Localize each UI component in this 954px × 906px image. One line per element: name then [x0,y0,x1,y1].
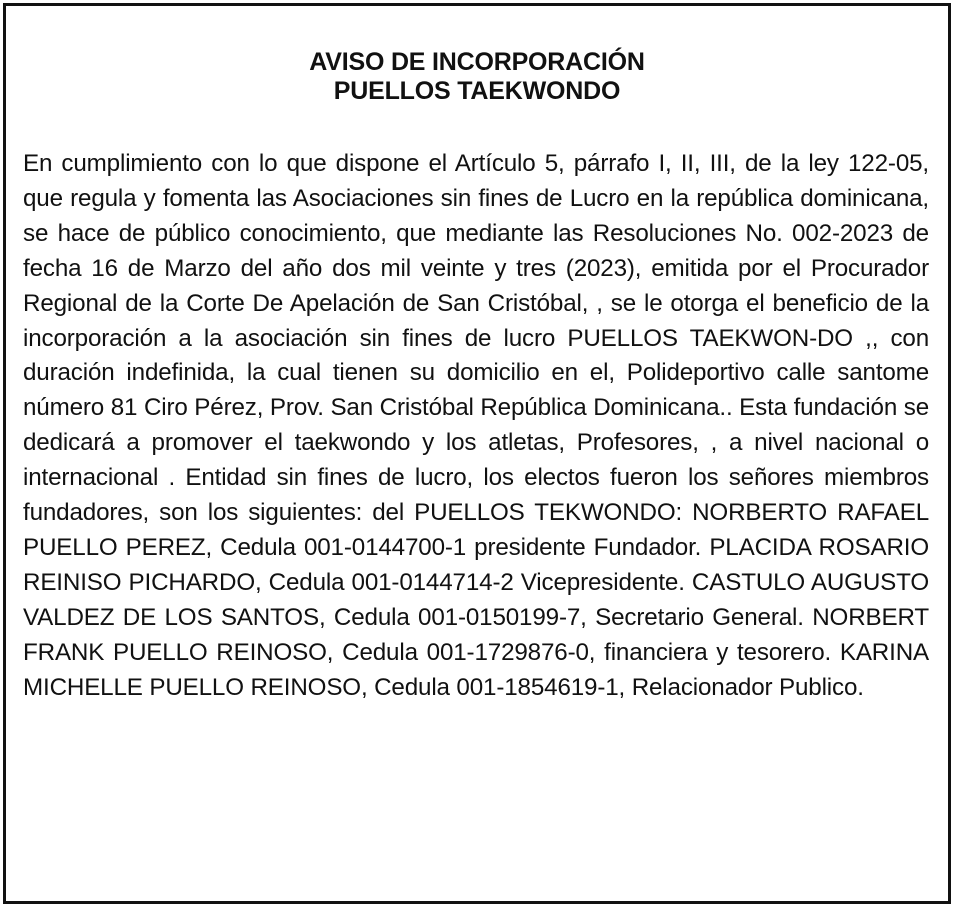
notice-header [6,48,948,106]
notice-subtitle: PUELLOS TAEKWONDO [333,77,621,105]
notice-body-text: En cumplimiento con lo que dispone el Artículo 5, párrafo I, II, III, de la ley 122-05, que regula y fomenta las Asociaciones sin fines de Lucro en la república dominicana, se hace de público conocimiento, que mediante las Resoluciones No. 002-2023 de fecha 16 de Marzo del año dos mil veinte y tres (2023), emitida por el Procurador Regional de la Corte De Apelación de San Cristóbal, , se le otorga el beneficio de la incorporación a la asociación sin fines de lucro PUELLOS TAEKWON-DO ,, con duración indefinida, la cual tienen su domicilio en el, Polideportivo calle santome número 81 Ciro Pérez, Prov. San Cristóbal República Dominicana.. Esta fundación se dedicará a promover el taekwondo y los atletas, Profesores, , a nivel nacional o internacional . Entidad sin fines de lucro, los electos fueron los señores miembros fundadores, son los siguientes: del PUELLOS TEKWONDO: NORBERTO RAFAEL PUELLO PEREZ, Cedula 001-0144700-1 presidente Fundador. PLACIDA ROSARIO REINISO PICHARDO, Cedula 001-0144714-2 Vicepresidente. CASTULO AUGUSTO VALDEZ DE LOS SANTOS, Cedula 001-0150199-7, Secretario General. NORBERT FRANK PUELLO REINOSO, Cedula 001-1729876-0, financiera y tesorero. KARINA MICHELLE PUELLO REINOSO, Cedula 001-1854619-1, Relacionador Publico. [23,150,929,701]
notice-title: AVISO DE INCORPORACIÓN [309,48,645,76]
notice-frame [3,3,951,904]
